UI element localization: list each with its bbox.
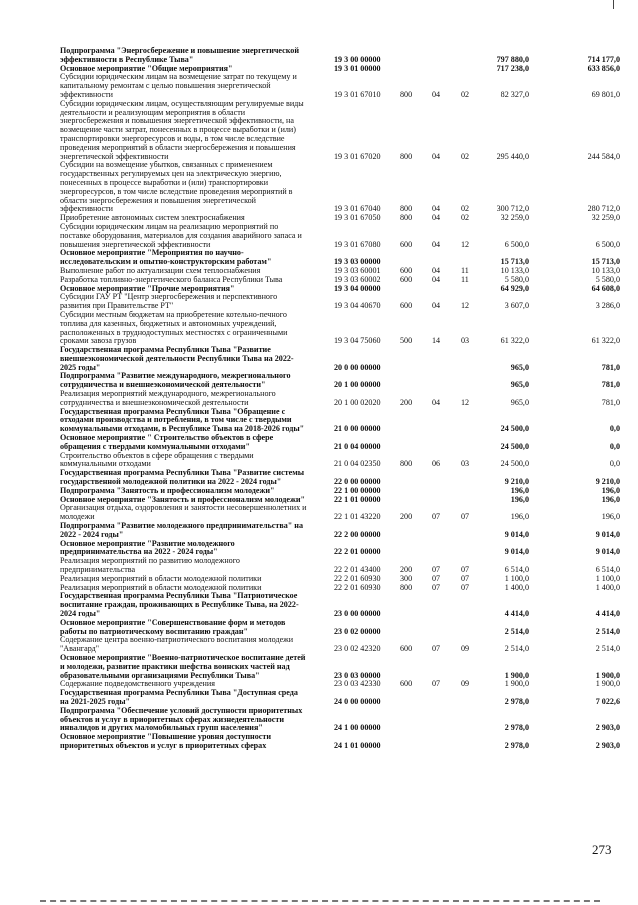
row-name-line: Подпрограмма "Занятость и профессионализм молодежи" xyxy=(60,485,275,495)
table-row xyxy=(60,469,620,487)
target-code: 19 3 01 00000 xyxy=(334,63,381,73)
table-row xyxy=(60,372,620,390)
amount-year-1: 965,0 xyxy=(510,380,529,390)
row-name-line: сотрудничества и внешнеэкономической деятельности" xyxy=(60,380,266,390)
row-name-line: возмещение части затрат, понесенных в процессе выработки и (или) xyxy=(60,125,296,135)
table-row xyxy=(60,73,620,99)
section-code: 04 xyxy=(432,274,441,284)
row-name-line: государственной молодежной политики на 2022 - 2024 годы" xyxy=(60,477,282,487)
row-name-line: работы по патриотическому воспитанию граждан" xyxy=(60,626,249,636)
amount-year-1: 965,0 xyxy=(510,397,529,407)
amount-year-2: 2 514,0 xyxy=(595,626,620,636)
section-code: 04 xyxy=(432,239,441,249)
subsection-code: 02 xyxy=(461,204,470,214)
subsection-code: 11 xyxy=(461,274,469,284)
target-code: 19 3 01 67010 xyxy=(334,89,381,99)
target-code: 19 3 04 40670 xyxy=(334,301,381,311)
amount-year-2: 1 900,0 xyxy=(595,670,620,680)
row-name-line: Субсидии юридическим лицам, осуществляющим регулируемые виды xyxy=(60,98,304,108)
target-code: 19 3 03 60001 xyxy=(334,265,381,275)
row-name-line: энергетической эффективности xyxy=(60,151,169,161)
row-name-line: предпринимательства на 2022 - 2024 годы" xyxy=(60,547,218,557)
expense-type: 200 xyxy=(400,565,413,575)
row-name-line: поставке оборудования, материалов для создания аварийного запаса и xyxy=(60,230,302,240)
table-row xyxy=(60,592,620,618)
row-name-line: Субсидии юридическим лицам на возмещение затрат по текущему и xyxy=(60,72,297,82)
row-name-line: Основное мероприятие " Строительство объектов в сфере xyxy=(60,433,274,443)
row-name-line: отходами производства и потребления, в том числе с твердыми xyxy=(60,415,292,425)
target-code: 19 3 03 60002 xyxy=(334,274,381,284)
amount-year-2: 7 022,6 xyxy=(595,696,620,706)
row-name-line: Подпрограмма "Развитие международного, межрегионального xyxy=(60,371,291,381)
row-name-line: коммунальными отходами xyxy=(60,459,151,469)
row-name-line: 2024 годы" xyxy=(60,609,101,618)
subsection-code: 09 xyxy=(461,644,470,654)
amount-year-2: 3 286,0 xyxy=(595,301,620,311)
expense-type: 800 xyxy=(400,459,413,469)
section-code: 04 xyxy=(432,301,441,311)
amount-year-1: 196,0 xyxy=(510,494,529,504)
row-name-line: транспортировки энергоресурсов и воды, в том числе вследствие xyxy=(60,133,285,143)
amount-year-1: 24 500,0 xyxy=(500,441,529,451)
expense-type: 200 xyxy=(400,397,413,407)
row-name-line: энергосбережения и повышения энергетической эффективности, на xyxy=(60,116,294,126)
target-code: 24 1 00 00000 xyxy=(334,723,381,733)
row-name-line: образовательными организациями Республики Тыва" xyxy=(60,670,260,680)
expense-type: 800 xyxy=(400,89,413,99)
expense-type: 600 xyxy=(400,301,413,311)
section-code: 04 xyxy=(432,204,441,214)
row-name-line: 2022 - 2024 годы" xyxy=(60,529,124,539)
amount-year-1: 2 978,0 xyxy=(504,723,529,733)
section-code: 04 xyxy=(432,397,441,407)
row-name-line: Организация отдыха, оздоровления и занятости несовершеннолетних и xyxy=(60,503,307,513)
row-name-line: Государственная программа Республики Тыва "Развитие системы xyxy=(60,468,305,478)
subsection-code: 02 xyxy=(461,151,470,161)
amount-year-1: 1 400,0 xyxy=(504,582,529,592)
section-code: 07 xyxy=(432,565,441,575)
target-code: 21 0 04 02350 xyxy=(334,459,381,469)
expense-type: 300 xyxy=(400,573,413,583)
target-code: 23 0 03 00000 xyxy=(334,670,381,680)
amount-year-1: 717 238,0 xyxy=(496,63,529,73)
amount-year-2: 196,0 xyxy=(601,494,620,504)
subsection-code: 12 xyxy=(461,397,470,407)
section-code: 07 xyxy=(432,582,441,592)
row-name-line: Основное мероприятие "Военно-патриотическое воспитание детей xyxy=(60,652,306,662)
subsection-code: 02 xyxy=(461,89,470,99)
row-name-line: сотрудничества и внешнеэкономической деятельности xyxy=(60,397,249,407)
amount-year-1: 32 259,0 xyxy=(500,213,529,223)
page-number: 273 xyxy=(592,842,612,857)
row-name-line: Субсидии местным бюджетам на приобретение котельно-печного xyxy=(60,309,287,319)
amount-year-2: 1 900,0 xyxy=(595,679,620,689)
amount-year-2: 64 608,0 xyxy=(591,283,620,293)
subsection-code: 03 xyxy=(461,336,470,346)
amount-year-2: 6 500,0 xyxy=(595,239,620,249)
row-name-line: Субсидии ГАУ РТ "Центр энергосбережения и перспективного xyxy=(60,292,278,302)
row-name-line: Государственная программа Республики Тыва "Доступная среда xyxy=(60,688,298,698)
amount-year-2: 1 400,0 xyxy=(595,582,620,592)
amount-year-1: 2 514,0 xyxy=(504,626,529,636)
row-name-line: области энергосбережения и повышения энергетической xyxy=(60,195,257,205)
row-name-line: Реализация мероприятий по развитию молодежного xyxy=(60,556,240,566)
amount-year-2: 633 856,0 xyxy=(587,63,620,73)
amount-year-1: 5 580,0 xyxy=(504,274,529,284)
row-name-line: "Авангард" xyxy=(60,644,100,654)
section-code: 07 xyxy=(432,512,441,522)
amount-year-1: 1 900,0 xyxy=(504,670,529,680)
target-code: 19 3 04 00000 xyxy=(334,283,381,293)
target-code: 22 1 00 00000 xyxy=(334,485,381,495)
target-code: 22 1 01 00000 xyxy=(334,494,381,504)
row-name-line: Реализация мероприятий в области молодежной политики xyxy=(60,582,262,592)
amount-year-2: 196,0 xyxy=(601,512,620,522)
target-code: 19 3 03 00000 xyxy=(334,257,381,267)
row-name-line: сроками завоза грузов xyxy=(60,336,137,346)
expense-type: 800 xyxy=(400,582,413,592)
table-row xyxy=(60,47,620,65)
target-code: 24 0 00 00000 xyxy=(334,696,381,706)
target-code: 19 3 01 67050 xyxy=(334,213,381,223)
subsection-code: 07 xyxy=(461,582,470,592)
target-code: 20 1 00 00000 xyxy=(334,380,381,390)
target-code: 21 0 00 00000 xyxy=(334,424,381,434)
target-code: 22 0 00 00000 xyxy=(334,477,381,487)
amount-year-1: 300 712,0 xyxy=(496,204,529,214)
corner-mark xyxy=(613,0,614,9)
target-code: 22 2 01 60930 xyxy=(334,573,381,583)
budget-table xyxy=(60,47,620,751)
amount-year-1: 2 978,0 xyxy=(504,696,529,706)
row-values xyxy=(60,742,620,751)
row-name-line: повышения энергетической эффективности xyxy=(60,239,211,249)
row-name-line: Субсидии юридическим лицам на реализацию мероприятий по xyxy=(60,221,279,231)
target-code: 22 2 01 60930 xyxy=(334,582,381,592)
amount-year-1: 82 327,0 xyxy=(500,89,529,99)
target-code: 19 3 01 67040 xyxy=(334,204,381,214)
target-code: 22 2 00 00000 xyxy=(334,529,381,539)
amount-year-1: 196,0 xyxy=(510,512,529,522)
amount-year-2: 61 322,0 xyxy=(591,336,620,346)
amount-year-2: 714 177,0 xyxy=(587,54,620,64)
table-row xyxy=(60,249,620,267)
amount-year-1: 1 900,0 xyxy=(504,679,529,689)
row-name-line: эффективности xyxy=(60,204,114,214)
target-code: 24 1 01 00000 xyxy=(334,740,381,750)
amount-year-2: 5 580,0 xyxy=(595,274,620,284)
row-name-line: коммунальными отходами, в Республике Тыва на 2018-2026 годы" xyxy=(60,424,305,434)
amount-year-2: 0,0 xyxy=(609,459,620,469)
amount-year-1: 6 514,0 xyxy=(504,565,529,575)
row-name-line: Государственная программа Республики Тыва "Обращение с xyxy=(60,406,286,416)
row-name-line: и молодежи, развитие практики шефства воинских частей над xyxy=(60,661,290,671)
row-name-line: Основное мероприятие "Прочие мероприятия" xyxy=(60,283,235,293)
row-name-line: Основное мероприятие "Занятость и профессионализм молодежи" xyxy=(60,494,306,504)
table-row xyxy=(60,161,620,214)
target-code: 23 0 02 42320 xyxy=(334,644,381,654)
amount-year-2: 0,0 xyxy=(609,424,620,434)
table-row xyxy=(60,434,620,452)
subsection-code: 07 xyxy=(461,573,470,583)
amount-year-1: 64 929,0 xyxy=(500,283,529,293)
amount-year-1: 3 607,0 xyxy=(504,301,529,311)
amount-year-2: 6 514,0 xyxy=(595,565,620,575)
target-code: 23 0 02 00000 xyxy=(334,626,381,636)
row-name-line: обращения с твердыми коммунальными отходами" xyxy=(60,441,250,451)
amount-year-1: 9 014,0 xyxy=(504,547,529,557)
row-name-line: Основное мероприятие "Мероприятия по научно- xyxy=(60,248,244,258)
amount-year-1: 15 713,0 xyxy=(500,257,529,267)
row-name-line: объектов и услуг в приоритетных сферах жизнедеятельности xyxy=(60,714,284,724)
amount-year-2: 2 514,0 xyxy=(595,644,620,654)
section-code: 04 xyxy=(432,89,441,99)
amount-year-1: 24 500,0 xyxy=(500,424,529,434)
row-name-line: Подпрограмма "Обеспечение условий доступности приоритетных xyxy=(60,705,303,715)
table-row xyxy=(60,636,620,654)
row-name-line: Подпрограмма "Энергосбережение и повышение энергетической xyxy=(60,46,299,55)
target-code: 22 2 01 43400 xyxy=(334,565,381,575)
section-code: 07 xyxy=(432,644,441,654)
amount-year-1: 196,0 xyxy=(510,485,529,495)
table-row xyxy=(60,100,620,162)
amount-year-1: 1 100,0 xyxy=(504,573,529,583)
row-name-line: инвалидов и других маломобильных групп населения" xyxy=(60,723,263,733)
row-name-line: внешнеэкономической деятельности Республики Тыва на 2022- xyxy=(60,353,294,363)
row-name-line: капитальному ремонтам с целью повышения энергетической xyxy=(60,81,271,91)
target-code: 22 2 01 00000 xyxy=(334,547,381,557)
table-row xyxy=(60,689,620,707)
section-code: 07 xyxy=(432,573,441,583)
amount-year-1: 295 440,0 xyxy=(496,151,529,161)
subsection-code: 12 xyxy=(461,301,470,311)
row-name-line: 2025 годы" xyxy=(60,362,101,372)
row-name-line: деятельности и реализующим мероприятия в области xyxy=(60,107,246,117)
subsection-code: 02 xyxy=(461,213,470,223)
table-row xyxy=(60,654,620,680)
row-name-line: Содержание подведомственного учреждения xyxy=(60,679,215,689)
row-name-line: Содержание центра военно-патриотического воспитания молодежи xyxy=(60,635,294,645)
expense-type: 600 xyxy=(400,265,413,275)
expense-type: 500 xyxy=(400,336,413,346)
row-name-line: топлива для казенных, бюджетных и автономных учреждений, xyxy=(60,318,277,328)
table-row xyxy=(60,522,620,540)
row-name-line: понесенных в процессе выработки и (или) транспортировки xyxy=(60,177,269,187)
target-code: 19 3 00 00000 xyxy=(334,54,381,64)
expense-type: 800 xyxy=(400,213,413,223)
amount-year-2: 781,0 xyxy=(601,397,620,407)
row-name-line: энергоресурсов, в том числе вследствие проведения мероприятий в xyxy=(60,186,293,196)
expense-type: 600 xyxy=(400,274,413,284)
amount-year-2: 4 414,0 xyxy=(595,609,620,618)
subsection-code: 11 xyxy=(461,265,469,275)
section-code: 04 xyxy=(432,265,441,275)
section-code: 04 xyxy=(432,151,441,161)
row-name-line: молодежи xyxy=(60,512,95,522)
subsection-code: 09 xyxy=(461,679,470,689)
row-name-line: Приобретение автономных систем электроснабжения xyxy=(60,213,245,223)
target-code: 19 3 01 67020 xyxy=(334,151,381,161)
amount-year-1: 61 322,0 xyxy=(500,336,529,346)
table-row xyxy=(60,540,620,558)
target-code: 21 0 04 00000 xyxy=(334,441,381,451)
row-name-line: предпринимательства xyxy=(60,565,136,575)
amount-year-1: 6 500,0 xyxy=(504,239,529,249)
amount-year-2: 15 713,0 xyxy=(591,257,620,267)
amount-year-2: 9 014,0 xyxy=(595,529,620,539)
amount-year-2: 10 133,0 xyxy=(591,265,620,275)
target-code: 20 1 00 02020 xyxy=(334,397,381,407)
table-row xyxy=(60,408,620,434)
row-name-line: эффективности в Республике Тыва" xyxy=(60,54,194,64)
target-code: 19 3 01 67080 xyxy=(334,239,381,249)
subsection-code: 07 xyxy=(461,512,470,522)
row-name-line: Реализация мероприятий международного, межрегионального xyxy=(60,389,276,399)
expense-type: 800 xyxy=(400,151,413,161)
amount-year-2: 781,0 xyxy=(601,380,620,390)
table-row xyxy=(60,707,620,733)
row-name-line: Основное мероприятие "Развитие молодежного xyxy=(60,538,235,548)
row-name-line: Основное мероприятие "Повышение уровня доступности xyxy=(60,732,271,742)
amount-year-1: 2 978,0 xyxy=(504,740,529,750)
row-name-line: проведения мероприятий в области энергосбережения и повышения xyxy=(60,142,296,152)
row-name-line: развития при Правительстве РТ" xyxy=(60,301,174,311)
amount-year-1: 965,0 xyxy=(510,362,529,372)
target-code: 20 0 00 00000 xyxy=(334,362,381,372)
expense-type: 200 xyxy=(400,512,413,522)
amount-year-1: 797 880,0 xyxy=(496,54,529,64)
row-name-line: Разработка топливно-энергетического баланса Республики Тыва xyxy=(60,274,283,284)
amount-year-2: 196,0 xyxy=(601,485,620,495)
row-name-line: исследовательским и опытно-конструкторским работам" xyxy=(60,257,272,267)
section-code: 07 xyxy=(432,679,441,689)
table-row xyxy=(60,504,620,522)
row-name-line: государственных регулируемых цен на электрическую энергию, xyxy=(60,169,282,179)
amount-year-2: 280 712,0 xyxy=(587,204,620,214)
amount-year-2: 32 259,0 xyxy=(591,213,620,223)
section-code: 06 xyxy=(432,459,441,469)
table-row xyxy=(60,223,620,249)
expense-type: 600 xyxy=(400,644,413,654)
table-row xyxy=(60,733,620,751)
expense-type: 600 xyxy=(400,679,413,689)
row-name-line: на 2021-2025 годы" xyxy=(60,696,131,706)
row-name-line: Государственная программа Республики Тыва "Развитие xyxy=(60,345,271,355)
amount-year-1: 9 014,0 xyxy=(504,529,529,539)
table-row xyxy=(60,311,620,346)
expense-type: 600 xyxy=(400,239,413,249)
row-name-line: Подпрограмма "Развитие молодежного предпринимательства" на xyxy=(60,521,304,531)
amount-year-2: 1 100,0 xyxy=(595,573,620,583)
subsection-code: 07 xyxy=(461,565,470,575)
row-name-line: Выполнение работ по актуализации схем теплоснабжения xyxy=(60,265,261,275)
row-name-line: Реализация мероприятий в области молодежной политики xyxy=(60,573,262,583)
scan-edge-artifact xyxy=(40,900,600,904)
amount-year-2: 69 801,0 xyxy=(591,89,620,99)
row-name-line: Основное мероприятие "Совершенствование форм и методов xyxy=(60,617,286,627)
table-row xyxy=(60,346,620,372)
amount-year-2: 9 210,0 xyxy=(595,477,620,487)
amount-year-1: 24 500,0 xyxy=(500,459,529,469)
row-name-line: расположенных в труднодоступных местностях с ограниченными xyxy=(60,327,288,337)
amount-year-1: 2 514,0 xyxy=(504,644,529,654)
amount-year-1: 9 210,0 xyxy=(504,477,529,487)
section-code: 04 xyxy=(432,213,441,223)
amount-year-1: 10 133,0 xyxy=(500,265,529,275)
amount-year-2: 2 903,0 xyxy=(595,740,620,750)
table-row xyxy=(60,390,620,408)
table-row xyxy=(60,619,620,637)
target-code: 19 3 04 75060 xyxy=(334,336,381,346)
amount-year-2: 2 903,0 xyxy=(595,723,620,733)
row-name-line: воспитание граждан, проживающих в Республике Тыва, на 2022- xyxy=(60,600,299,610)
row-name-line: приоритетных объектов и услуг в приоритетных сферах xyxy=(60,740,267,750)
row-name-line: Субсидии на возмещение убытков, связанных с применением xyxy=(60,160,273,170)
amount-year-2: 0,0 xyxy=(609,441,620,451)
amount-year-2: 9 014,0 xyxy=(595,547,620,557)
expense-type: 800 xyxy=(400,204,413,214)
target-code: 23 0 00 00000 xyxy=(334,609,381,618)
row-name-line: Строительство объектов в сфере обращения с твердыми xyxy=(60,450,254,460)
target-code: 23 0 03 42330 xyxy=(334,679,381,689)
row-name-line: эффективности xyxy=(60,89,114,99)
row-name-line: Государственная программа Республики Тыва "Патриотическое xyxy=(60,591,298,601)
target-code: 22 1 01 43220 xyxy=(334,512,381,522)
amount-year-2: 244 584,0 xyxy=(587,151,620,161)
row-name-line: Основное мероприятие "Общие мероприятия" xyxy=(60,63,233,73)
section-code: 14 xyxy=(432,336,441,346)
table-row xyxy=(60,452,620,470)
table-row xyxy=(60,293,620,311)
table-row xyxy=(60,557,620,575)
subsection-code: 12 xyxy=(461,239,470,249)
amount-year-1: 4 414,0 xyxy=(504,609,529,618)
subsection-code: 03 xyxy=(461,459,470,469)
amount-year-2: 781,0 xyxy=(601,362,620,372)
